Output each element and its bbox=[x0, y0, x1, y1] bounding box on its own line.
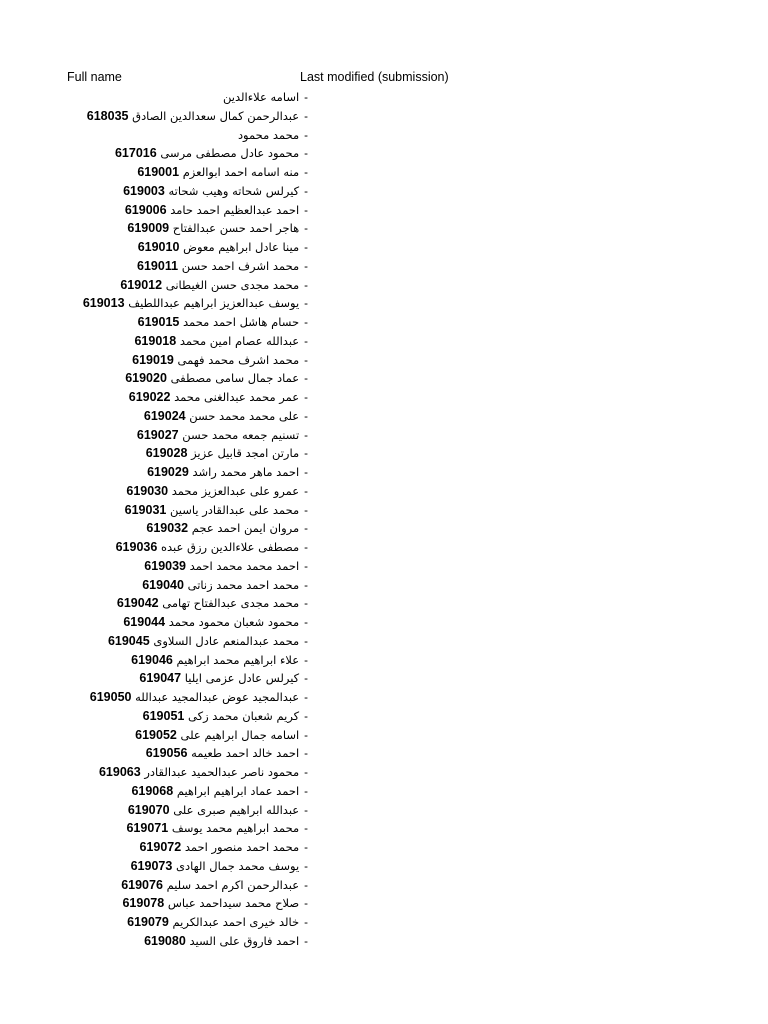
student-name: مروان ايمن احمد عجم bbox=[191, 521, 300, 536]
student-name: احمد فاروق على السيد bbox=[189, 933, 300, 948]
student-id: 619012 bbox=[120, 277, 163, 292]
student-name: محمد مجدى عبدالفتاح تهامى bbox=[162, 596, 300, 611]
list-item bbox=[0, 294, 308, 313]
student-name: كيرلس شحاته وهيب شحاته bbox=[168, 183, 300, 198]
list-item bbox=[0, 913, 308, 932]
list-item bbox=[0, 332, 308, 351]
row-dash: - bbox=[304, 598, 308, 611]
student-name: محمد محمود bbox=[237, 127, 300, 142]
row-dash: - bbox=[304, 485, 308, 498]
student-name: محمد مجدى حسن الغيطانى bbox=[165, 277, 300, 292]
student-name: مينا عادل ابراهيم معوض bbox=[183, 240, 300, 254]
list-item bbox=[0, 388, 308, 407]
list-item bbox=[0, 744, 308, 763]
student-id: 619019 bbox=[132, 352, 174, 367]
row-dash: - bbox=[304, 298, 308, 311]
student-name: احمد عماد ابراهيم ابراهيم bbox=[176, 783, 300, 798]
student-id: 619028 bbox=[145, 446, 188, 461]
student-id: 619011 bbox=[137, 258, 179, 273]
student-name: احمد عبدالعظيم احمد حامد bbox=[170, 202, 300, 217]
student-id: 619056 bbox=[145, 746, 188, 761]
list-item bbox=[0, 557, 308, 576]
student-name: هاجر احمد حسن عبدالفتاح bbox=[172, 221, 300, 236]
list-item bbox=[0, 201, 308, 220]
row-dash: - bbox=[304, 129, 308, 142]
student-id: 619024 bbox=[143, 408, 186, 423]
list-item bbox=[0, 876, 308, 895]
list-item bbox=[0, 894, 308, 913]
student-id: 619045 bbox=[107, 633, 150, 648]
student-id: 619010 bbox=[137, 240, 180, 254]
row-dash: - bbox=[304, 392, 308, 404]
list-item bbox=[0, 632, 308, 651]
row-dash: - bbox=[304, 692, 308, 704]
student-name: اسامه جمال ابراهيم على bbox=[180, 727, 300, 742]
list-item bbox=[0, 707, 308, 726]
student-name: عبدالله عصام امين محمد bbox=[179, 333, 300, 348]
list-item bbox=[0, 88, 308, 107]
row-dash: - bbox=[304, 579, 308, 592]
student-name: عبدالمجيد عوض عبدالمجيد عبدالله bbox=[135, 690, 300, 704]
row-dash: - bbox=[304, 710, 308, 723]
list-item bbox=[0, 126, 308, 145]
student-name: يوسف عبدالعزيز ابراهيم عبداللطيف bbox=[128, 296, 300, 311]
row-dash: - bbox=[304, 92, 308, 104]
row-dash: - bbox=[304, 542, 308, 554]
row-dash: - bbox=[304, 898, 308, 911]
row-dash: - bbox=[304, 167, 308, 179]
student-id: 619036 bbox=[115, 540, 158, 554]
row-dash: - bbox=[304, 673, 308, 686]
row-dash: - bbox=[304, 748, 308, 761]
student-id: 619009 bbox=[127, 221, 170, 236]
student-name: عمرو على عبدالعزيز محمد bbox=[171, 483, 300, 498]
student-name: محمود عادل مصطفى مرسى bbox=[160, 146, 300, 161]
student-name: اسامه علاءالدين bbox=[223, 90, 300, 104]
list-item bbox=[0, 838, 308, 857]
list-item bbox=[0, 932, 308, 951]
student-name: محمد عبدالمنعم عادل السلاوى bbox=[153, 633, 300, 648]
student-name: عبدالرحمن اكرم احمد سليم bbox=[166, 877, 300, 892]
list-item bbox=[0, 651, 308, 670]
student-name: عمر محمد عبدالغنى محمد bbox=[174, 390, 300, 404]
student-name: عماد جمال سامى مصطفى bbox=[170, 371, 300, 386]
list-item bbox=[0, 107, 308, 126]
list-item bbox=[0, 182, 308, 201]
list-item bbox=[0, 144, 308, 163]
list-item bbox=[0, 426, 308, 445]
row-dash: - bbox=[304, 242, 308, 254]
list-item bbox=[0, 219, 308, 238]
student-id: 619080 bbox=[144, 933, 186, 948]
student-id: 619013 bbox=[82, 296, 125, 311]
student-name: عبدالرحمن كمال سعدالدين الصادق bbox=[132, 108, 300, 123]
row-dash: - bbox=[304, 729, 308, 742]
row-dash: - bbox=[304, 842, 308, 854]
student-name: احمد محمد محمد احمد bbox=[189, 558, 300, 573]
student-id: 619015 bbox=[137, 315, 180, 329]
list-item bbox=[0, 313, 308, 332]
row-dash: - bbox=[304, 335, 308, 348]
student-id: 619020 bbox=[125, 371, 167, 386]
row-dash: - bbox=[304, 429, 308, 442]
row-dash: - bbox=[304, 110, 308, 123]
student-name: خالد خيرى احمد عبدالكريم bbox=[172, 915, 300, 929]
list-item bbox=[0, 613, 308, 632]
list-item bbox=[0, 782, 308, 801]
student-id: 619073 bbox=[130, 858, 173, 873]
student-id: 619063 bbox=[98, 765, 141, 779]
student-id: 619006 bbox=[124, 202, 167, 217]
student-id: 619046 bbox=[131, 652, 173, 667]
list-item bbox=[0, 501, 308, 520]
student-id: 619072 bbox=[139, 840, 182, 854]
student-name: مصطفى علاءالدين رزق عبده bbox=[160, 540, 300, 554]
student-id: 619051 bbox=[142, 708, 185, 723]
student-name: محمد على عبدالقادر ياسين bbox=[170, 502, 300, 517]
row-dash: - bbox=[304, 410, 308, 423]
student-name: احمد ماهر محمد راشد bbox=[192, 465, 300, 479]
row-dash: - bbox=[304, 767, 308, 779]
list-item bbox=[0, 594, 308, 613]
student-id: 619022 bbox=[128, 390, 171, 404]
student-name: محمد اشرف احمد حسن bbox=[181, 258, 300, 273]
student-name: محمد اشرف محمد فهمى bbox=[177, 352, 300, 367]
list-item bbox=[0, 257, 308, 276]
list-item bbox=[0, 238, 308, 257]
list-item bbox=[0, 482, 308, 501]
student-name: محمود شعبان محمود محمد bbox=[168, 615, 300, 629]
student-id: 619042 bbox=[116, 596, 159, 611]
student-id: 619079 bbox=[127, 915, 169, 929]
row-dash: - bbox=[304, 617, 308, 629]
student-name: حسام هاشل احمد محمد bbox=[183, 315, 300, 329]
student-name: عبدالله ابراهيم صبرى على bbox=[173, 802, 300, 817]
row-dash: - bbox=[304, 204, 308, 217]
student-name: مارتن امجد قابيل عزيز bbox=[191, 446, 300, 461]
student-name: محمد ابراهيم محمد يوسف bbox=[171, 821, 300, 836]
row-dash: - bbox=[304, 185, 308, 198]
student-name: على محمد محمد حسن bbox=[189, 408, 300, 423]
student-id: 619076 bbox=[121, 877, 163, 892]
student-id: 619068 bbox=[131, 783, 174, 798]
row-dash: - bbox=[304, 148, 308, 161]
student-list bbox=[0, 88, 308, 951]
column-header-last-modified: Last modified (submission) bbox=[300, 70, 449, 84]
student-id: 619031 bbox=[124, 502, 167, 517]
student-name: صلاح محمد سيداحمد عباس bbox=[167, 896, 300, 911]
list-item bbox=[0, 519, 308, 538]
row-dash: - bbox=[304, 654, 308, 667]
student-name: احمد خالد احمد طعيمه bbox=[191, 746, 300, 761]
row-dash: - bbox=[304, 823, 308, 836]
student-id: 619070 bbox=[127, 802, 170, 817]
student-name: منه اسامه احمد ابوالعزم bbox=[182, 165, 300, 179]
student-name: تسنيم جمعه محمد حسن bbox=[182, 427, 300, 442]
list-item bbox=[0, 351, 308, 370]
student-id: 619044 bbox=[123, 615, 166, 629]
row-dash: - bbox=[304, 260, 308, 273]
student-id: 619052 bbox=[135, 727, 177, 742]
student-id: 619050 bbox=[89, 690, 132, 704]
list-item bbox=[0, 763, 308, 782]
row-dash: - bbox=[304, 804, 308, 817]
student-id: 619040 bbox=[142, 577, 184, 592]
student-id: 619039 bbox=[144, 558, 187, 573]
row-dash: - bbox=[304, 223, 308, 236]
student-name: كيرلس عادل عزمى ايليا bbox=[184, 671, 300, 686]
row-dash: - bbox=[304, 635, 308, 648]
student-name: محمد احمد منصور احمد bbox=[184, 840, 300, 854]
student-name: يوسف محمد جمال الهادى bbox=[175, 858, 300, 873]
list-item bbox=[0, 819, 308, 838]
student-name: علاء ابراهيم محمد ابراهيم bbox=[176, 652, 300, 667]
list-item bbox=[0, 669, 308, 688]
row-dash: - bbox=[304, 785, 308, 798]
row-dash: - bbox=[304, 279, 308, 292]
student-id: 619030 bbox=[126, 483, 169, 498]
row-dash: - bbox=[304, 560, 308, 573]
row-dash: - bbox=[304, 373, 308, 386]
student-id: 619047 bbox=[139, 671, 182, 686]
student-id: 619071 bbox=[126, 821, 169, 836]
list-item bbox=[0, 407, 308, 426]
row-dash: - bbox=[304, 917, 308, 929]
student-id: 619001 bbox=[137, 165, 180, 179]
student-id: 619032 bbox=[146, 521, 189, 536]
student-id: 619027 bbox=[136, 427, 179, 442]
student-id: 619029 bbox=[147, 465, 189, 479]
student-name: محمد احمد محمد زناتى bbox=[187, 577, 300, 592]
list-item bbox=[0, 163, 308, 182]
list-item bbox=[0, 576, 308, 595]
list-item bbox=[0, 688, 308, 707]
column-header-full-name: Full name bbox=[67, 70, 122, 84]
list-item bbox=[0, 276, 308, 295]
list-item bbox=[0, 726, 308, 745]
list-item bbox=[0, 444, 308, 463]
student-name: محمود ناصر عبدالحميد عبدالقادر bbox=[144, 765, 300, 779]
student-id: 619078 bbox=[122, 896, 165, 911]
list-item bbox=[0, 369, 308, 388]
row-dash: - bbox=[304, 317, 308, 329]
student-id: 619003 bbox=[123, 183, 165, 198]
list-item bbox=[0, 801, 308, 820]
list-item bbox=[0, 538, 308, 557]
list-item bbox=[0, 857, 308, 876]
row-dash: - bbox=[304, 935, 308, 948]
row-dash: - bbox=[304, 523, 308, 536]
row-dash: - bbox=[304, 879, 308, 892]
row-dash: - bbox=[304, 354, 308, 367]
student-id: 618035 bbox=[86, 108, 129, 123]
row-dash: - bbox=[304, 860, 308, 873]
table-header bbox=[0, 70, 768, 88]
student-id: 617016 bbox=[114, 146, 157, 161]
student-name: كريم شعبان محمد زكى bbox=[188, 708, 300, 723]
row-dash: - bbox=[304, 467, 308, 479]
list-item bbox=[0, 463, 308, 482]
student-id: 619018 bbox=[134, 333, 177, 348]
row-dash: - bbox=[304, 504, 308, 517]
row-dash: - bbox=[304, 448, 308, 461]
